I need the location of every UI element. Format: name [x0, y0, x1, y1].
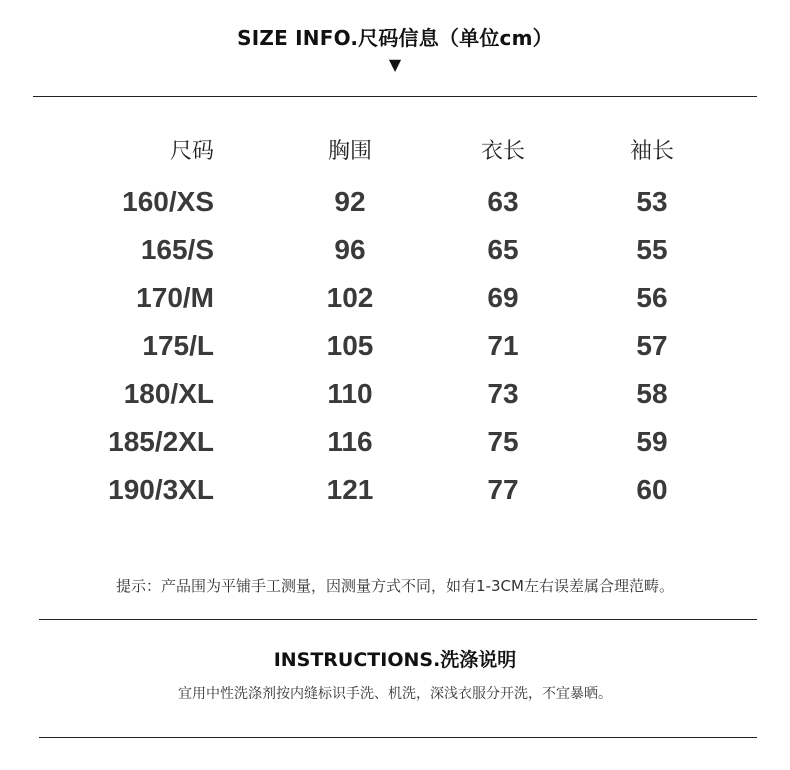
chest-cell: 96	[334, 234, 366, 265]
length-cell: 65	[487, 234, 519, 265]
length-cell: 71	[487, 330, 519, 361]
length-cell: 75	[487, 426, 519, 457]
length-cell: 63	[487, 186, 519, 217]
length-cell: 73	[487, 378, 519, 409]
sleeve-cell: 58	[636, 378, 668, 409]
sleeve-cell: 53	[636, 186, 668, 217]
column-header-chest: 胸围	[327, 139, 372, 164]
length-cell: 77	[487, 474, 519, 505]
page-title: SIZE INFO.尺码信息（单位cm）	[237, 26, 553, 50]
column-header-sleeve: 袖长	[629, 139, 674, 164]
chest-cell: 105	[326, 330, 374, 361]
instructions-title: INSTRUCTIONS.洗涤说明	[273, 649, 517, 671]
divider-bottom	[39, 737, 757, 738]
chest-cell: 92	[334, 186, 366, 217]
arrow-down-icon: ▼	[388, 55, 402, 74]
size-cell: 170/M	[136, 282, 214, 313]
size-cell: 185/2XL	[108, 426, 214, 457]
chest-cell: 116	[327, 426, 373, 457]
size-cell: 160/XS	[122, 186, 214, 217]
instructions-text: 宜用中性洗涤剂按内缝标识手洗、机洗，深浅衣服分开洗，不宜暴晒。	[178, 686, 612, 702]
chest-cell: 110	[327, 378, 373, 409]
size-cell: 190/3XL	[108, 474, 214, 505]
sleeve-cell: 59	[636, 426, 668, 457]
measurement-note: 提示：产品围为平铺手工测量，因测量方式不同，如有1-3CM左右误差属合理范畴。	[116, 577, 674, 595]
size-cell: 165/S	[140, 234, 214, 265]
divider-middle	[39, 619, 757, 620]
sleeve-cell: 57	[636, 330, 668, 361]
column-header-size: 尺码	[169, 139, 214, 164]
chest-cell: 121	[326, 474, 374, 505]
length-cell: 69	[487, 282, 519, 313]
sleeve-cell: 56	[636, 282, 668, 313]
chest-cell: 102	[326, 282, 374, 313]
sleeve-cell: 55	[636, 234, 668, 265]
size-cell: 175/L	[142, 330, 214, 361]
sleeve-cell: 60	[636, 474, 668, 505]
size-cell: 180/XL	[123, 378, 214, 409]
column-header-length: 衣长	[480, 139, 525, 164]
